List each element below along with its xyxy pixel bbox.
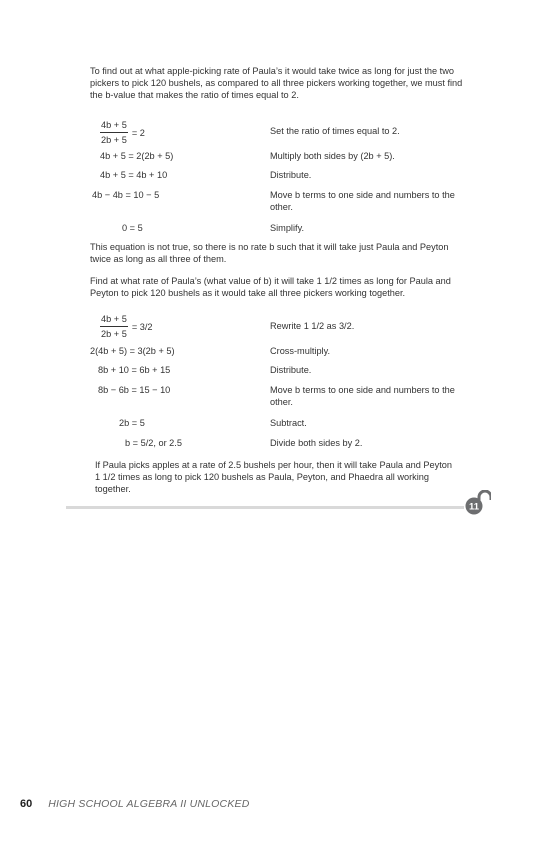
conclusion-paragraph: This equation is not true, so there is no rate b such that it will take just Paula and Peyton twice as long as all three of them. [90, 242, 449, 264]
equation: 4b + 5 = 4b + 10 [100, 170, 168, 180]
equation-tail: = 2 [131, 127, 145, 138]
book-title: HIGH SCHOOL ALGEBRA II UNLOCKED [48, 798, 250, 810]
page-footer [20, 798, 250, 810]
step-reason: Multiply both sides by (2b + 5). [270, 151, 395, 161]
page-number: 60 [20, 798, 33, 810]
intro-paragraph: To find out at what apple-picking rate of Paula’s it would take twice as long for just the two pickers to pick 120 bushels, as compared to all three pickers working together, we must find the b-value that makes the ratio of times equal to 2. [90, 66, 463, 100]
equation: 2(4b + 5) = 3(2b + 5) [90, 346, 175, 356]
equation: 8b + 10 = 6b + 15 [98, 365, 171, 375]
fraction [100, 313, 128, 340]
equation: 2b = 5 [119, 418, 145, 428]
final-conclusion-paragraph: If Paula picks apples at a rate of 2.5 bushels per hour, then it will take Paula and Peyton 1 1/2 times as long to pick 120 bushels as Paula, Peyton, and Phaedra all working together. [95, 460, 453, 494]
fraction-numerator: 4b + 5 [100, 119, 128, 133]
step-reason: Set the ratio of times equal to 2. [270, 126, 400, 136]
unlocked-padlock-icon [465, 490, 491, 516]
step-reason: Rewrite 1 1/2 as 3/2. [270, 321, 355, 331]
equation: 0 = 5 [122, 223, 143, 233]
fraction [100, 119, 128, 146]
chapter-number: 11 [468, 501, 480, 513]
step-reason: Move b terms to one side and numbers to the other. [270, 190, 455, 212]
step-reason: Simplify. [270, 223, 305, 233]
step-reason: Subtract. [270, 418, 307, 428]
equation: 8b − 6b = 15 − 10 [98, 385, 171, 395]
equation [100, 313, 153, 340]
question-paragraph: Find at what rate of Paula’s (what value of b) it will take 1 1/2 times as long for Paula and Peyton to pick 120 bushels as it would take all three pickers working together. [90, 276, 451, 298]
equation-tail: = 3/2 [131, 321, 153, 332]
step-reason: Distribute. [270, 170, 312, 180]
step-reason: Move b terms to one side and numbers to the other. [270, 385, 455, 407]
fraction-numerator: 4b + 5 [100, 313, 128, 327]
equation: 4b + 5 = 2(2b + 5) [100, 151, 174, 161]
fraction-denominator: 2b + 5 [101, 329, 127, 339]
step-reason: Distribute. [270, 365, 312, 375]
divider-rule [66, 506, 464, 509]
equation: b = 5/2, or 2.5 [125, 438, 182, 448]
step-reason: Cross-multiply. [270, 346, 331, 356]
fraction-denominator: 2b + 5 [101, 135, 127, 145]
equation: 4b − 4b = 10 − 5 [92, 190, 160, 200]
step-reason: Divide both sides by 2. [270, 438, 363, 448]
equation [100, 119, 145, 146]
